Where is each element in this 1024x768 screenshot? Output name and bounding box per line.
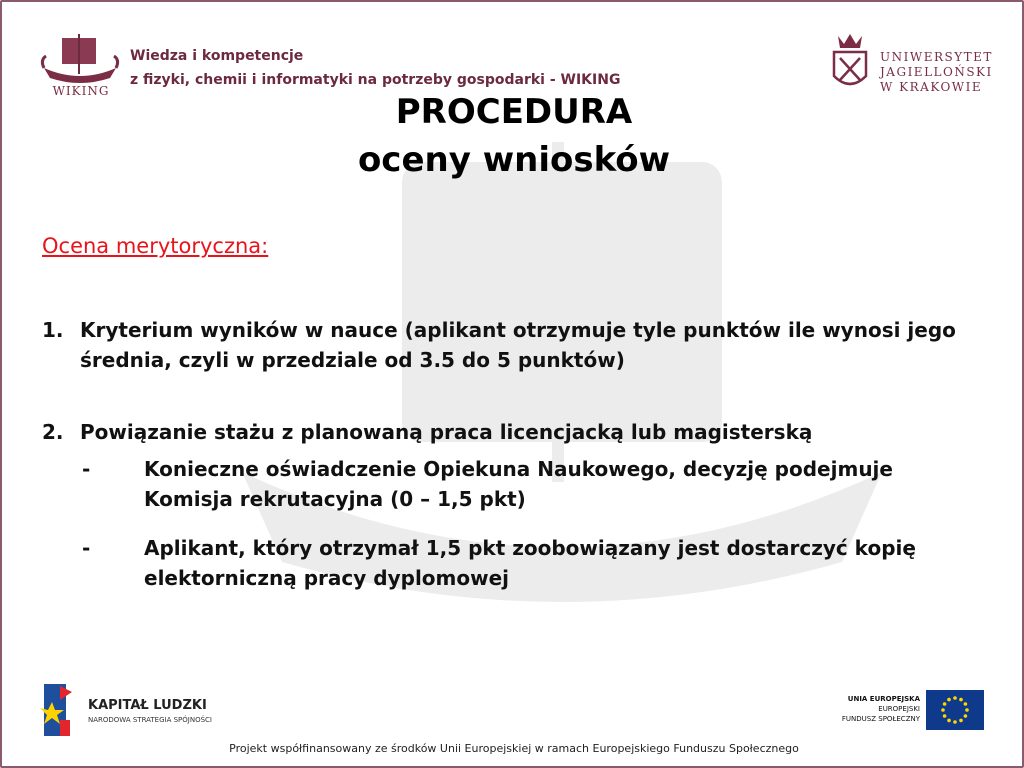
list-item-text: Powiązanie stażu z planowaną praca licencjacką lub magisterską	[80, 420, 813, 444]
subitem-dash: -	[82, 536, 91, 560]
list-item-number: 2.	[42, 420, 64, 444]
slide-title	[2, 88, 1024, 184]
criteria-list-item	[42, 417, 1022, 449]
section-heading: Ocena merytoryczna:	[42, 234, 269, 258]
kapital-ludzki-logo-icon	[38, 680, 78, 740]
slide-title-line1: PROCEDURA	[395, 92, 633, 132]
eu-fund-line: UNIA EUROPEJSKA	[847, 695, 920, 703]
university-name-line: W KRAKOWIE	[880, 80, 983, 94]
university-name-line: JAGIELLOŃSKI	[880, 65, 993, 79]
kapital-ludzki-title: KAPITAŁ LUDZKI	[88, 698, 207, 713]
eu-flag-icon	[926, 690, 984, 730]
university-crest-icon	[828, 32, 872, 96]
project-tagline-line1: Wiedza i kompetencje	[130, 48, 304, 64]
criteria-subitem	[82, 533, 982, 595]
slide-title-line2: oceny wniosków	[357, 140, 671, 180]
list-item-text: Kryterium wyników w nauce (aplikant otrzymuje tyle punktów ile wynosi jego średnia, czyli w przedziale od 3.5 do 5 punktów)	[80, 318, 956, 372]
criteria-list-item	[42, 315, 1022, 377]
cofinancing-note: Projekt współfinansowany ze środków Unii Europejskiej w ramach Europejskiego Funduszu Społecznego	[229, 742, 799, 755]
eu-fund-line: FUNDUSZ SPOŁECZNY	[841, 715, 920, 723]
project-tagline-line2: z fizyki, chemii i informatyki na potrzeby gospodarki - WIKING	[130, 72, 621, 88]
university-name-line: UNIWERSYTET	[880, 50, 993, 64]
list-item-number: 1.	[42, 318, 64, 342]
criteria-subitem	[82, 454, 982, 516]
eu-fund-line: EUROPEJSKI	[878, 705, 920, 713]
subitem-dash: -	[82, 457, 91, 481]
subitem-text: Konieczne oświadczenie Opiekuna Naukowego, decyzję podejmuje Komisja rekrutacyjna (0 – 1,5 pkt)	[144, 457, 893, 511]
kapital-ludzki-subtitle: NARODOWA STRATEGIA SPÓJNOŚCI	[88, 716, 212, 724]
eu-fund-label	[812, 694, 920, 724]
subitem-text: Aplikant, który otrzymał 1,5 pkt zoobowiązany jest dostarczyć kopię elektorniczną pracy dyplomowej	[144, 536, 916, 590]
wiking-logo-label: WIKING	[52, 84, 110, 98]
